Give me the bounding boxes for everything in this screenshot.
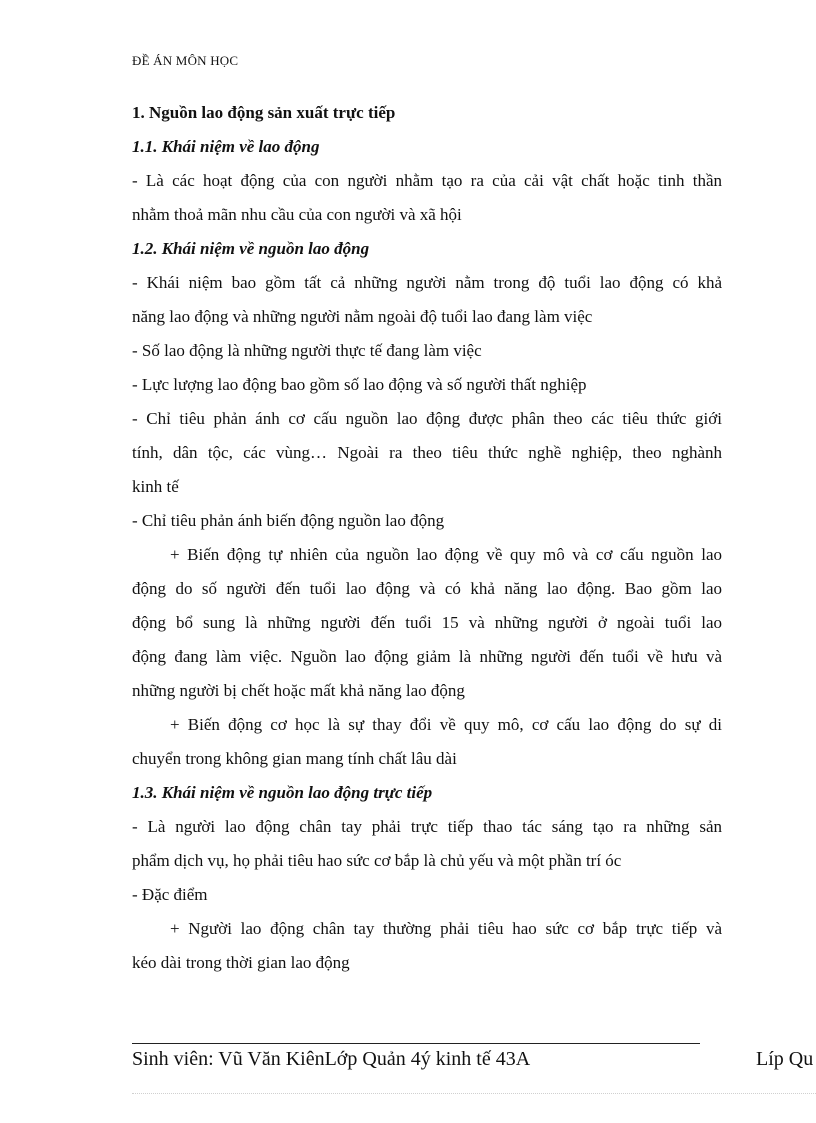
- section-heading: 1. Nguồn lao động sản xuất trực tiếp: [132, 103, 396, 122]
- paragraph-line: + Biến động cơ học là sự thay đổi về quy mô, cơ cấu lao động do sự di: [170, 715, 722, 734]
- paragraph-line: - Đặc điểm: [132, 885, 208, 904]
- footer-divider: [132, 1043, 700, 1044]
- page-bottom-edge: [132, 1093, 816, 1094]
- paragraph-line: - Là người lao động chân tay phải trực tiếp thao tác sáng tạo ra những sản: [132, 817, 722, 836]
- section-heading: 1.1. Khái niệm về lao động: [132, 137, 320, 156]
- paragraph-line: động do số người đến tuổi lao động và có khả năng lao động. Bao gồm lao: [132, 579, 722, 598]
- paragraph-line: - Là các hoạt động của con người nhằm tạo ra của cải vật chất hoặc tinh thần: [132, 171, 722, 190]
- paragraph-line: phẩm dịch vụ, họ phải tiêu hao sức cơ bắp là chủ yếu và một phần trí óc: [132, 851, 622, 870]
- paragraph-line: + Biến động tự nhiên của nguồn lao động về quy mô và cơ cấu nguồn lao: [170, 545, 722, 564]
- page-header: ĐỀ ÁN MÔN HỌC: [132, 53, 239, 68]
- paragraph-line: - Chỉ tiêu phản ánh cơ cấu nguồn lao động được phân theo các tiêu thức giới: [132, 409, 722, 428]
- paragraph-line: tính, dân tộc, các vùng… Ngoài ra theo tiêu thức nghề nghiệp, theo nghành: [132, 443, 722, 462]
- footer-student-info: Sinh viên: Vũ Văn KiênLớp Quản 4ý kinh tế 43A: [132, 1048, 531, 1070]
- paragraph-line: nhằm thoả mãn nhu cầu của con người và xã hội: [132, 205, 462, 224]
- paragraph-line: kéo dài trong thời gian lao động: [132, 953, 350, 972]
- paragraph-line: kinh tế: [132, 477, 179, 496]
- paragraph-line: + Người lao động chân tay thường phải tiêu hao sức cơ bắp trực tiếp và: [170, 919, 722, 938]
- paragraph-line: - Lực lượng lao động bao gồm số lao động và số người thất nghiệp: [132, 375, 587, 394]
- paragraph-line: năng lao động và những người nằm ngoài độ tuổi lao đang làm việc: [132, 307, 593, 326]
- paragraph-line: - Khái niệm bao gồm tất cả những người nằm trong độ tuổi lao động có khả: [132, 273, 722, 292]
- paragraph-line: động bổ sung là những người đến tuổi 15 và những người ở ngoài tuổi lao: [132, 613, 722, 632]
- paragraph-line: những người bị chết hoặc mất khả năng lao động: [132, 681, 465, 700]
- paragraph-line: động đang làm việc. Nguồn lao động giảm là những người đến tuổi về hưu và: [132, 647, 722, 666]
- section-heading: 1.3. Khái niệm về nguồn lao động trực tiếp: [132, 783, 433, 802]
- footer-class-info: Líp Qu: [756, 1048, 814, 1070]
- paragraph-line: - Số lao động là những người thực tế đang làm việc: [132, 341, 482, 360]
- paragraph-line: chuyển trong không gian mang tính chất lâu dài: [132, 749, 457, 768]
- paragraph-line: - Chỉ tiêu phản ánh biến động nguồn lao động: [132, 511, 445, 530]
- section-heading: 1.2. Khái niệm về nguồn lao động: [132, 239, 370, 258]
- document-body: [132, 96, 722, 980]
